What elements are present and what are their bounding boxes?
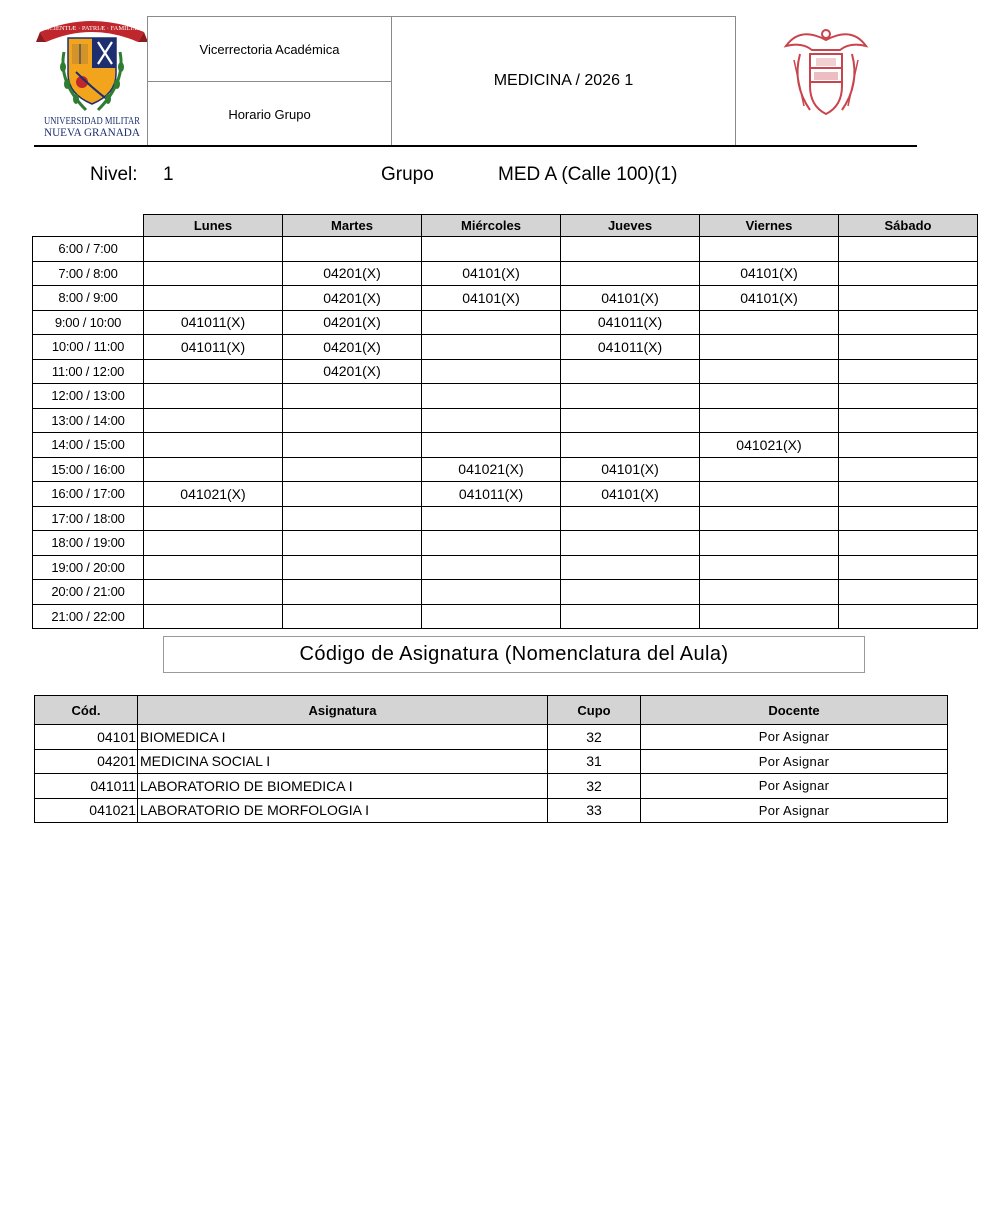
schedule-table [32,214,978,629]
schedule-cell [561,408,700,433]
schedule-cell [839,237,978,262]
time-slot: 14:00 / 15:00 [33,433,144,458]
subject-code: 04201 [35,749,138,774]
schedule-cell: 04201(X) [283,286,422,311]
subject-teacher: Por Asignar [641,749,948,774]
schedule-cell [839,506,978,531]
schedule-row [33,604,978,629]
subject-name: LABORATORIO DE MORFOLOGIA I [138,798,548,823]
day-header: Sábado [839,215,978,237]
schedule-cell [839,433,978,458]
subjects-header-row [35,696,948,725]
time-slot: 18:00 / 19:00 [33,531,144,556]
schedule-cell [144,237,283,262]
time-slot: 17:00 / 18:00 [33,506,144,531]
schedule-row [33,580,978,605]
time-slot: 21:00 / 22:00 [33,604,144,629]
schedule-cell [283,555,422,580]
subject-cupo: 32 [548,725,641,750]
schedule-cell: 04101(X) [422,286,561,311]
schedule-cell [144,384,283,409]
schedule-cell [283,506,422,531]
schedule-cell: 041011(X) [422,482,561,507]
schedule-cell [700,604,839,629]
schedule-cell [283,482,422,507]
schedule-cell [144,457,283,482]
schedule-cell [700,457,839,482]
schedule-cell [144,286,283,311]
subject-code: 041021 [35,798,138,823]
schedule-cell [561,531,700,556]
group-value: MED A (Calle 100)(1) [498,164,678,185]
subject-row [35,774,948,799]
schedule-header-row [33,215,978,237]
schedule-row [33,384,978,409]
legend-title: Código de Asignatura (Nomenclatura del Aula) [163,636,865,673]
schedule-row [33,237,978,262]
day-header: Martes [283,215,422,237]
schedule-cell [422,506,561,531]
subject-name: LABORATORIO DE BIOMEDICA I [138,774,548,799]
schedule-cell [839,310,978,335]
schedule-cell [561,237,700,262]
program-period: MEDICINA / 2026 1 [391,16,736,146]
schedule-cell [561,506,700,531]
time-slot: 20:00 / 21:00 [33,580,144,605]
time-slot: 9:00 / 10:00 [33,310,144,335]
schedule-cell [561,604,700,629]
schedule-cell [144,359,283,384]
schedule-cell [839,457,978,482]
schedule-corner [33,215,144,237]
day-header: Viernes [700,215,839,237]
level-label: Nivel: [90,164,138,185]
schedule-cell [422,604,561,629]
column-header-cupo: Cupo [548,696,641,725]
schedule-cell [839,580,978,605]
schedule-cell: 041011(X) [144,335,283,360]
subjects-table [34,695,948,823]
day-header: Lunes [144,215,283,237]
schedule-cell [839,384,978,409]
schedule-cell [283,531,422,556]
schedule-cell [144,555,283,580]
schedule-cell [700,384,839,409]
schedule-cell [283,408,422,433]
schedule-cell: 04101(X) [422,261,561,286]
header-left-box [147,16,392,146]
time-slot: 6:00 / 7:00 [33,237,144,262]
schedule-cell: 041011(X) [561,310,700,335]
level-value: 1 [163,164,174,185]
subject-name: BIOMEDICA I [138,725,548,750]
schedule-cell [561,555,700,580]
schedule-cell [561,261,700,286]
schedule-row [33,286,978,311]
schedule-row [33,506,978,531]
subject-teacher: Por Asignar [641,798,948,823]
schedule-row [33,261,978,286]
column-header-teacher: Docente [641,696,948,725]
schedule-cell [700,482,839,507]
subject-cupo: 32 [548,774,641,799]
schedule-cell [839,408,978,433]
time-slot: 11:00 / 12:00 [33,359,144,384]
column-header-code: Cód. [35,696,138,725]
schedule-cell [561,384,700,409]
time-slot: 16:00 / 17:00 [33,482,144,507]
schedule-cell [283,580,422,605]
schedule-cell [700,237,839,262]
schedule-cell [144,408,283,433]
schedule-cell: 041011(X) [561,335,700,360]
subject-code: 041011 [35,774,138,799]
schedule-cell: 04201(X) [283,261,422,286]
logo-line-2: NUEVA GRANADA [44,125,141,139]
logo-line-1: UNIVERSIDAD MILITAR [44,116,141,127]
schedule-cell [700,335,839,360]
schedule-cell [700,580,839,605]
schedule-cell: 04201(X) [283,359,422,384]
schedule-cell: 04101(X) [561,286,700,311]
schedule-cell [422,310,561,335]
schedule-cell [422,359,561,384]
subject-teacher: Por Asignar [641,774,948,799]
schedule-cell [839,604,978,629]
schedule-cell [422,433,561,458]
schedule-cell: 04101(X) [700,261,839,286]
schedule-cell: 04101(X) [561,457,700,482]
schedule-cell [422,237,561,262]
university-logo [36,12,148,140]
schedule-cell [422,408,561,433]
condor-wings [786,34,866,50]
day-header: Jueves [561,215,700,237]
schedule-cell: 041011(X) [144,310,283,335]
schedule-row [33,555,978,580]
coat-of-arms-logo [780,24,872,122]
schedule-row [33,310,978,335]
schedule-row [33,482,978,507]
subject-cupo: 33 [548,798,641,823]
schedule-cell: 041021(X) [144,482,283,507]
header-divider [34,145,917,147]
schedule-cell [144,580,283,605]
schedule-cell [144,531,283,556]
schedule-cell [700,408,839,433]
schedule-row [33,359,978,384]
schedule-cell [144,506,283,531]
schedule-cell: 041021(X) [700,433,839,458]
time-slot: 12:00 / 13:00 [33,384,144,409]
schedule-cell: 04101(X) [700,286,839,311]
subject-name: MEDICINA SOCIAL I [138,749,548,774]
schedule-cell [700,555,839,580]
schedule-cell [839,359,978,384]
schedule-cell [144,433,283,458]
schedule-cell [283,433,422,458]
subject-row [35,798,948,823]
schedule-cell [144,261,283,286]
time-slot: 7:00 / 8:00 [33,261,144,286]
schedule-cell [700,506,839,531]
schedule-cell [422,335,561,360]
logo-motto: SCIENTIÆ · PATRIÆ · FAMILIÆ [45,25,139,32]
schedule-cell: 04101(X) [561,482,700,507]
subject-row [35,749,948,774]
subject-code: 04101 [35,725,138,750]
time-slot: 19:00 / 20:00 [33,555,144,580]
subject-cupo: 31 [548,749,641,774]
schedule-cell [283,384,422,409]
schedule-cell: 04201(X) [283,310,422,335]
schedule-row [33,433,978,458]
schedule-cell [144,604,283,629]
schedule-cell [839,286,978,311]
schedule-cell [561,580,700,605]
column-header-subject: Asignatura [138,696,548,725]
schedule-cell [561,433,700,458]
schedule-cell [700,310,839,335]
schedule-cell [422,580,561,605]
schedule-cell [839,555,978,580]
group-label: Grupo [381,164,434,185]
schedule-cell: 04201(X) [283,335,422,360]
time-slot: 10:00 / 11:00 [33,335,144,360]
schedule-row [33,457,978,482]
schedule-cell [839,531,978,556]
schedule-cell [700,531,839,556]
office-title: Vicerrectoria Académica [199,41,340,57]
time-slot: 13:00 / 14:00 [33,408,144,433]
schedule-cell [422,531,561,556]
subject-teacher: Por Asignar [641,725,948,750]
schedule-cell [839,261,978,286]
time-slot: 15:00 / 16:00 [33,457,144,482]
schedule-row [33,408,978,433]
schedule-cell [422,384,561,409]
schedule-cell [700,359,839,384]
schedule-cell: 041021(X) [422,457,561,482]
subject-row [35,725,948,750]
document-type: Horario Grupo [148,81,391,146]
schedule-row [33,335,978,360]
schedule-cell [283,237,422,262]
schedule-cell [283,604,422,629]
schedule-cell [283,457,422,482]
schedule-cell [839,335,978,360]
schedule-cell [839,482,978,507]
time-slot: 8:00 / 9:00 [33,286,144,311]
schedule-cell [422,555,561,580]
day-header: Miércoles [422,215,561,237]
schedule-cell [561,359,700,384]
schedule-row [33,531,978,556]
